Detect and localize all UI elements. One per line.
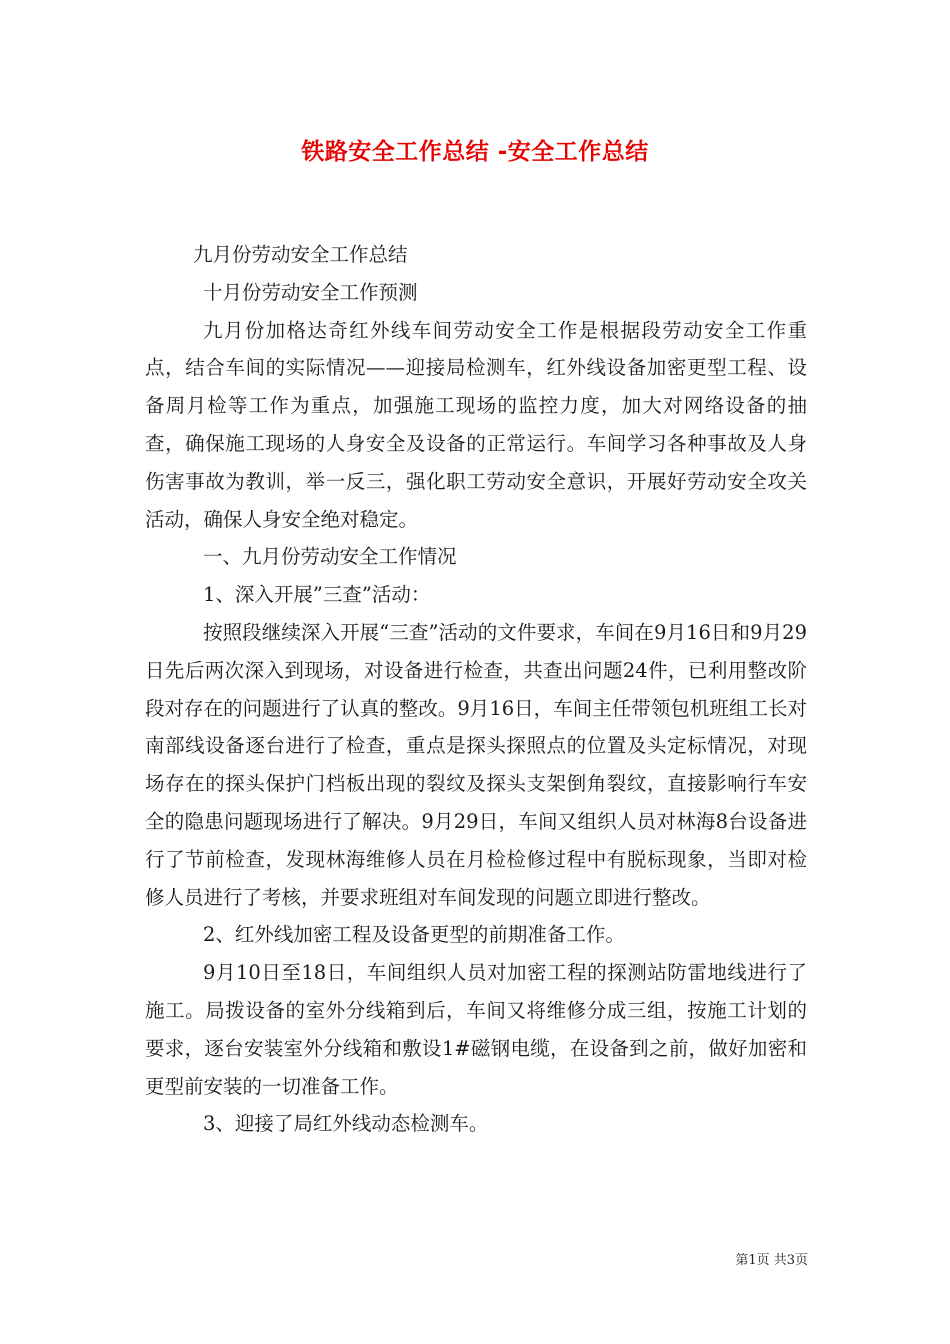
- paragraph-encryption-work: 9月10日至18日，车间组织人员对加密工程的探测站防雷地线进行了施工。局拨设备的室外分线箱到后，车间又将维修分成三组，按施工计划的要求，逐台安装室外分线箱和敷设1#磁钢电缆，在设备到之前，做好加密和更型前安装的一切准备工作。: [145, 961, 807, 1098]
- paragraph-heading-forecast: 十月份劳动安全工作预测: [203, 280, 418, 304]
- subsection-heading-3: 3、迎接了局红外线动态检测车。: [203, 1112, 489, 1136]
- paragraph-heading-summary: 九月份劳动安全工作总结: [193, 243, 408, 266]
- paragraph-intro: 九月份加格达奇红外线车间劳动安全工作是根据段劳动安全工作重点，结合车间的实际情况——迎接局检测车，红外线设备加密更型工程、设备周月检等工作为重点，加强施工现场的监控力度，加大对网络设备的抽查，确保施工现场的人身安全及设备的正常运行。车间学习各种事故及人身伤害事故为教训，举一反三，强化职工劳动安全意识，开展好劳动安全攻关活动，确保人身安全绝对稳定。: [145, 318, 807, 531]
- page-number: 第1页 共3页: [735, 1253, 808, 1268]
- subsection-heading-2: 2、红外线加密工程及设备更型的前期准备工作。: [203, 923, 625, 947]
- document-body: [145, 236, 807, 1143]
- document-title: 铁路安全工作总结 -安全工作总结: [301, 139, 649, 165]
- subsection-heading-1: 1、深入开展”三查”活动：: [203, 583, 431, 607]
- section-heading-1: 一、九月份劳动安全工作情况: [203, 545, 457, 569]
- paragraph-three-checks: 按照段继续深入开展“三查”活动的文件要求，车间在9月16日和9月29日先后两次深入到现场，对设备进行检查，共查出问题24件，已利用整改阶段对存在的问题进行了认真的整改。9月16日，车间主任带领包机班组工长对南部线设备逐台进行了检查，重点是探头探照点的位置及头定标情况，对现场存在的探头保护门档板出现的裂纹及探头支架倒角裂纹，直接影响行车安全的隐患问题现场进行了解决。9月29日，车间又组织人员对林海8台设备进行了节前检查，发现林海维修人员在月检检修过程中有脱标现象，当即对检修人员进行了考核，并要求班组对车间发现的问题立即进行整改。: [145, 620, 807, 909]
